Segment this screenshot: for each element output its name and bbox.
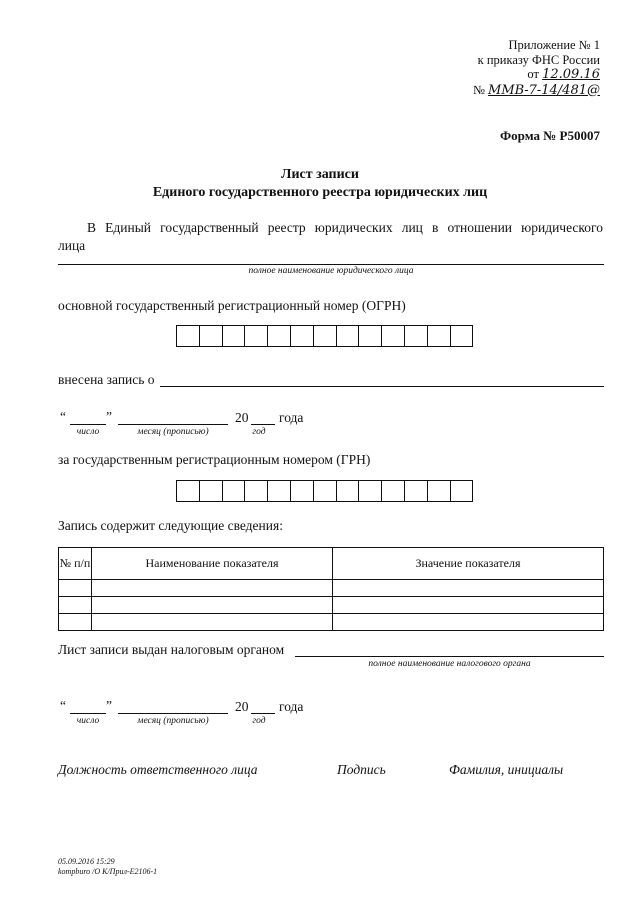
issued-caption: полное наименование налогового органа — [368, 659, 531, 669]
date1-open-quote: “ — [60, 409, 66, 424]
date2-day-line — [70, 713, 106, 714]
date2-year-suffix: года — [279, 699, 304, 714]
date2-open-quote: “ — [60, 698, 66, 713]
ogrn-digit-cell — [245, 326, 268, 346]
date2-month-line — [118, 713, 228, 714]
ogrn-digit-cell — [314, 326, 337, 346]
grn-digit-cell — [337, 481, 360, 501]
intro-line-2: лица — [58, 238, 86, 253]
ogrn-digit-cell — [405, 326, 428, 346]
grn-digit-cell — [382, 481, 405, 501]
table-header-row — [59, 548, 604, 580]
date1-year-prefix: 20 — [235, 410, 249, 425]
print-footer — [58, 857, 157, 877]
appendix-header — [473, 38, 600, 98]
entity-name-caption: полное наименование юридического лица — [248, 266, 414, 276]
print-file-path: kompburo /О К/Прил-Е2106-1 — [58, 867, 158, 876]
grn-digit-cell — [200, 481, 223, 501]
table-cell — [59, 597, 92, 614]
ogrn-digit-cell — [223, 326, 246, 346]
order-number-row — [473, 83, 600, 99]
order-reference: к приказу ФНС России — [477, 52, 600, 67]
grn-digit-cell — [223, 481, 246, 501]
date2-close-quote: ” — [106, 698, 112, 713]
document-subtitle: Единого государственного реестра юридических лиц — [152, 185, 488, 200]
document-title: Лист записи — [281, 167, 359, 182]
date1-month-line — [118, 424, 228, 425]
col-number-header: № п/п — [59, 548, 92, 580]
issued-line — [295, 656, 604, 657]
grn-label: за государственным регистрационным номером (ГРН) — [58, 452, 371, 467]
table-cell — [333, 580, 604, 597]
date2-year-line — [251, 713, 275, 714]
col-name-header: Наименование показателя — [92, 548, 333, 580]
date1-year-line — [251, 424, 275, 425]
ogrn-digit-cell — [428, 326, 451, 346]
table-cell — [333, 614, 604, 631]
date1-day-line — [70, 424, 106, 425]
ogrn-digit-cell — [291, 326, 314, 346]
ogrn-digit-cell — [177, 326, 200, 346]
appendix-title: Приложение № 1 — [508, 38, 600, 52]
grn-cells — [176, 480, 473, 502]
grn-digit-cell — [428, 481, 451, 501]
ogrn-cells — [176, 325, 473, 347]
ogrn-label: основной государственный регистрационный номер (ОГРН) — [58, 298, 406, 313]
ogrn-digit-cell — [359, 326, 382, 346]
name-caption: Фамилия, инициалы — [449, 762, 564, 777]
table-cell — [333, 597, 604, 614]
ogrn-digit-cell — [382, 326, 405, 346]
table-cell — [92, 580, 333, 597]
grn-digit-cell — [405, 481, 428, 501]
ogrn-digit-cell — [200, 326, 223, 346]
grn-digit-cell — [291, 481, 314, 501]
table-cell — [59, 580, 92, 597]
print-timestamp: 05.09.2016 15:29 — [58, 857, 115, 866]
ogrn-digit-cell — [337, 326, 360, 346]
date2-day-caption: число — [76, 716, 100, 726]
table-cell — [92, 614, 333, 631]
date1-day-caption: число — [76, 427, 100, 437]
contents-table — [58, 547, 604, 631]
table-cell — [92, 597, 333, 614]
grn-digit-cell — [268, 481, 291, 501]
grn-digit-cell — [314, 481, 337, 501]
order-date-row — [473, 67, 600, 83]
table-cell — [59, 614, 92, 631]
entity-name-line — [58, 264, 604, 265]
signature-caption: Подпись — [337, 762, 386, 777]
grn-digit-cell — [359, 481, 382, 501]
position-caption: Должность ответственного лица — [58, 762, 258, 777]
date1-close-quote: ” — [106, 409, 112, 424]
order-number-value: ММВ-7-14/481@ — [488, 82, 600, 98]
contents-label: Запись содержит следующие сведения: — [58, 518, 283, 533]
order-date-prefix: от — [527, 67, 539, 81]
grn-digit-cell — [451, 481, 473, 501]
date2-year-prefix: 20 — [235, 699, 249, 714]
form-number: Форма № Р50007 — [500, 128, 600, 143]
col-value-header: Значение показателя — [333, 548, 604, 580]
table-row — [59, 614, 604, 631]
table-row — [59, 597, 604, 614]
grn-digit-cell — [177, 481, 200, 501]
table-row — [59, 580, 604, 597]
record-label: внесена запись о — [58, 372, 155, 387]
date1-month-caption: месяц (прописью) — [137, 427, 209, 437]
ogrn-digit-cell — [451, 326, 473, 346]
date2-year-caption: год — [252, 716, 266, 726]
date1-year-caption: год — [252, 427, 266, 437]
grn-digit-cell — [245, 481, 268, 501]
intro-line-1: В Единый государственный реестр юридических лиц в отношении юридического — [87, 220, 603, 235]
date1-year-suffix: года — [279, 410, 304, 425]
order-number-prefix: № — [472, 82, 485, 97]
record-line — [160, 386, 604, 387]
date2-month-caption: месяц (прописью) — [137, 716, 209, 726]
order-date-value: 12.09.16 — [542, 67, 600, 82]
issued-label: Лист записи выдан налоговым органом — [58, 642, 285, 657]
ogrn-digit-cell — [268, 326, 291, 346]
